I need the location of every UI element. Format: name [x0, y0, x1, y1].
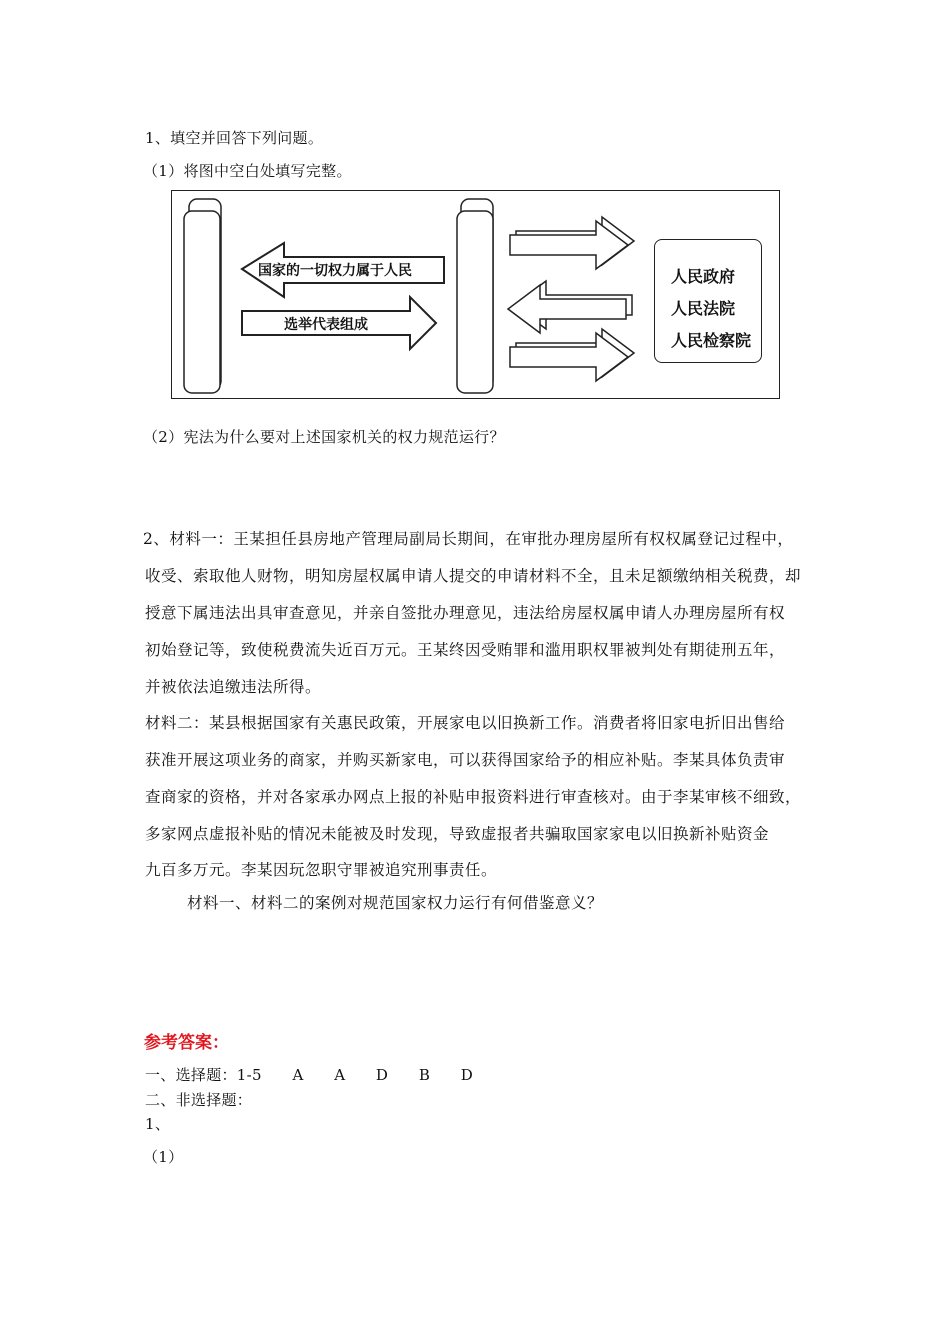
q2-line-1: 2、材料一：王某担任县房地产管理局副局长期间，在审批办理房屋所有权权属登记过程中， [143, 530, 794, 548]
q2-line-5: 并被依法追缴违法所得。 [145, 678, 322, 696]
answer-line-4: （1） [143, 1148, 184, 1166]
q2-line-3: 授意下属违法出具审查意见，并亲自签批办理意见，违法给房屋权属申请人办理房屋所有权 [145, 604, 786, 622]
q2-line-2: 收受、索取他人财物，明知房屋权属申请人提交的申请材料不全，且未足额缴纳相关税费，却 [145, 567, 802, 585]
arrow-left-label: 国家的一切权力属于人民 [258, 263, 412, 279]
q1-sub2: （2）宪法为什么要对上述国家机关的权力规范运行？ [143, 428, 505, 446]
q2-line-7: 获准开展这项业务的商家，并购买新家电，可以获得国家给予的相应补贴。李某具体负责审 [145, 751, 786, 769]
q2-line-8: 查商家的资格，并对各家承办网点上报的补贴申报资料进行审查核对。由于李某审核不细致， [145, 788, 802, 806]
answer-line-2: 二、非选择题： [145, 1091, 253, 1109]
organ-government: 人民政府 [671, 267, 736, 286]
q2-line-4: 初始登记等，致使税费流失近百万元。王某终因受贿罪和滥用职权罪被判处有期徒刑五年， [145, 641, 786, 659]
answer-line-1: 一、选择题：1-5 A A D B D [145, 1066, 474, 1084]
answer-line-3: 1、 [145, 1115, 171, 1133]
state-organs-box [654, 239, 762, 363]
q2-line-9: 多家网点虚报补贴的情况未能被及时发现，导致虚报者共骗取国家家电以旧换新补贴资金 [145, 825, 770, 843]
q2-line-10: 九百多万元。李某因玩忽职守罪被追究刑事责任。 [145, 861, 498, 879]
arrow-from-organs-icon [508, 285, 626, 333]
q1-title: 1、填空并回答下列问题。 [145, 129, 324, 147]
q2-question: 材料一、材料二的案例对规范国家权力运行有何借鉴意义？ [187, 894, 604, 912]
organ-court: 人民法院 [671, 299, 736, 318]
q1-sub1: （1）将图中空白处填写完整。 [143, 162, 352, 180]
state-power-diagram [171, 190, 780, 399]
answer-title: 参考答案： [144, 1033, 229, 1053]
q2-line-6: 材料二：某县根据国家有关惠民政策，开展家电以旧换新工作。消费者将旧家电折旧出售给 [145, 714, 786, 732]
organ-procuratorate: 人民检察院 [671, 331, 752, 350]
arrow-right-label: 选举代表组成 [284, 317, 368, 333]
